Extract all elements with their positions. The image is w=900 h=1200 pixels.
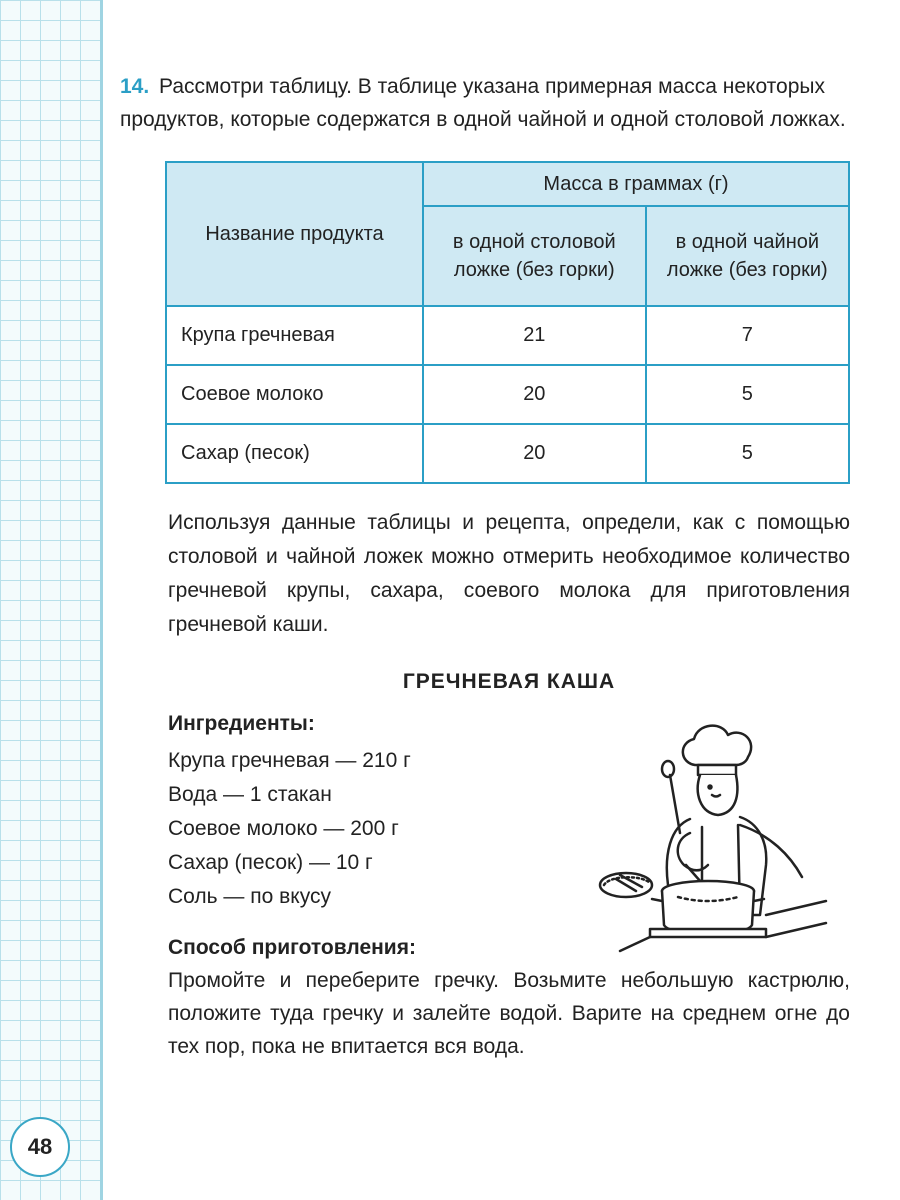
ingredient-item: Соевое молоко — 200 г: [168, 817, 399, 840]
margin-line: [100, 0, 103, 1200]
task-number: 14.: [120, 75, 150, 98]
page-number: 48: [10, 1117, 70, 1177]
cell-table-spoon: 20: [423, 424, 646, 483]
cell-product-name: Крупа гречневая: [166, 306, 423, 365]
ingredient-item: Вода — 1 стакан: [168, 783, 332, 806]
cell-tea-spoon: 5: [646, 424, 849, 483]
margin-grid: [0, 0, 100, 1200]
cell-table-spoon: 20: [423, 365, 646, 424]
recipe-title: ГРЕЧНЕВАЯ КАША: [402, 670, 616, 693]
cell-tea-spoon: 7: [646, 306, 849, 365]
cell-product-name: Соевое молоко: [166, 365, 423, 424]
header-mass-group: Масса в граммах (г): [423, 162, 849, 206]
instruction-text: Используя данные таблицы и рецепта, определи, как с помощью столовой и чайной ложек можно отмерить необходимое количество гречневой крупы, сахара, соевого молока для приготовления гречневой каши.: [168, 511, 850, 636]
method-label: Способ приготовления:: [168, 936, 416, 959]
ingredients-label: Ингредиенты:: [168, 712, 315, 735]
cell-product-name: Сахар (песок): [166, 424, 423, 483]
ingredient-item: Сахар (песок) — 10 г: [168, 851, 373, 874]
header-tea-spoon: в одной чайной ложке (без горки): [646, 206, 849, 306]
mass-table: [165, 161, 850, 484]
cell-table-spoon: 21: [423, 306, 646, 365]
ingredient-item: Соль — по вкусу: [168, 885, 331, 908]
ingredient-item: Крупа гречневая — 210 г: [168, 749, 411, 772]
header-product-name: Название продукта: [166, 162, 423, 306]
table-row: [166, 365, 849, 424]
table-row: [166, 306, 849, 365]
method-text: Промойте и переберите гречку. Возьмите небольшую кастрюлю, положите туда гречку и залейте водой. Варите на среднем огне до тех пор, пока не впитается вся вода.: [168, 969, 850, 1058]
task-heading: [120, 70, 850, 136]
cell-tea-spoon: 5: [646, 365, 849, 424]
table-row: [166, 424, 849, 483]
header-table-spoon: в одной столовой ложке (без горки): [423, 206, 646, 306]
task-text: Рассмотри таблицу. В таблице указана примерная масса некоторых продуктов, которые содержатся в одной чайной и одной столовой ложках.: [120, 75, 846, 131]
chef-cooking-illustration: [590, 715, 830, 955]
